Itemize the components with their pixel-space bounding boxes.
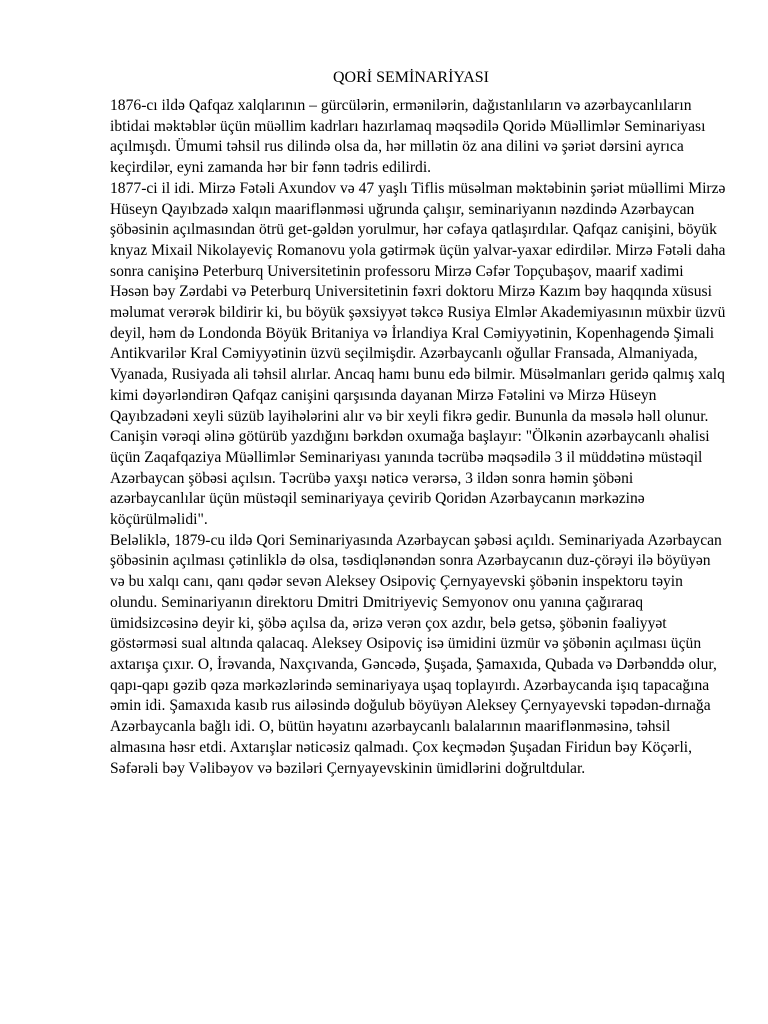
paragraph-3: Beləliklə, 1879-cu ildə Qori Seminariyasında Azərbaycan şəbəsi açıldı. Seminariyada Azərbaycan şöbəsinin açılması çətinliklə də olsa, təsdiqlənəndən sonra Azərbaycanın duz-çörəyi ilə böyüyən və bu xalqı canı, qanı qədər sevən Aleksey Osipoviç Çernyayevski şöbənin inspektoru təyin olundu. Seminariyanın direktoru Dmitri Dmitriyeviç Semyonov onu yanına çağıraraq ümidsizcəsinə deyir ki, şöbə açılsa da, ərizə verən çox azdır, belə getsə, şöbənin fəaliyyət göstərməsi sual altında qalacaq. Aleksey Osipoviç isə ümidini üzmür və şöbənin açılması üçün axtarışa çıxır. O, İrəvanda, Naxçıvanda, Gəncədə, Şuşada, Şamaxıda, Qubada və Dərbənddə olur, qapı-qapı gəzib qəza mərkəzlərində seminariyaya uşaq toplayırdı. Azərbaycanda işıq tapacağına əmin idi. Şamaxıda kasıb rus ailəsində doğulub böyüyən Aleksey Çernyayevski təpədən-dırnağa Azərbaycanla bağlı idi. O, bütün həyatını azərbaycanlı balalarının maariflənməsinə, təhsil almasına həsr etdi. Axtarışlar nəticəsiz qalmadı. Çox keçmədən Şuşadan Firidun bəy Köçərli, Səfərəli bəy Vəlibəyov və bəziləri Çernyayevskinin ümidlərini doğrultdular. [110,531,722,777]
document-title: QORİ SEMİNARİYASI [332,69,489,86]
paragraph-1: 1876-cı ildə Qafqaz xalqlarının – gürcülərin, ermənilərin, dağıstanlıların və azərbaycanlıların ibtidai məktəblər üçün müəllim kadrları hazırlamaq məqsədilə Qoridə Müəllimlər Seminariyası açılmışdı. Ümumi təhsil rus dilində olsa da, hər millətin öz ana dilini və şəriət dərsini ayrıca keçirdilər, eyni zamanda hər bir fənn tədris edilirdi. [110,97,706,177]
document-page [110,66,726,779]
paragraph-2: 1877-ci il idi. Mirzə Fətəli Axundov və 47 yaşlı Tiflis müsəlman məktəbinin şəriət müəllimi Mirzə Hüseyn Qayıbzadə xalqın maariflənməsi uğrunda çalışır, seminariyanın nəzdində Azərbaycan şöbəsinin açılmasından ötrü get-gəldən yorulmur, hər cəfaya qatlaşırdılar. Qafqaz canişini, böyük knyaz Mixail Nikolayeviç Romanovu yola gətirmək üçün yalvar-yaxar edirdilər. Mirzə Fətəli daha sonra canişinə Peterburq Universitetinin professoru Mirzə Cəfər Topçubaşov, maarif xadimi Həsən bəy Zərdabi və Peterburq Universitetinin fəxri doktoru Mirzə Kazım bəy haqqında xüsusi məlumat verərək bildirir ki, bu böyük şəxsiyyət təkcə Rusiya Elmlər Akademiyasının müxbir üzvü deyil, həm də Londonda Böyük Britaniya və İrlandiya Kral Cəmiyyətinin, Kopenhagendə Şimali Antikvarilər Kral Cəmiyyətinin üzvü seçilmişdir. Azərbaycanlı oğullar Fransada, Almaniyada, Vyanada, Rusiyada ali təhsil alırlar. Ancaq hamı bunu edə bilmir. Müsəlmanları geridə qalmış xalq kimi dəyərləndirən Qafqaz canişini qarşısında dayanan Mirzə Fətəlini və Mirzə Hüseyn Qayıbzadəni xeyli süzüb layihələrini alır və bir xeyli fikrə gedir. Bununla da məsələ həll olunur. Canişin vərəqi əlinə götürüb yazdığını bərkdən oxumağa başlayır: "Ölkənin azərbaycanlı əhalisi üçün Zaqafqaziya Müəllimlər Seminariyası yanında təcrübə məqsədilə 3 il müddətinə müstəqil Azərbaycan şöbəsi açılsın. Təcrübə yaxşı nəticə verərsə, 3 ildən sonra həmin şöbəni azərbaycanlılar üçün müstəqil seminariyaya çevirib Qoridən Azərbaycanın mərkəzinə köçürülməlidi". [110,179,726,529]
